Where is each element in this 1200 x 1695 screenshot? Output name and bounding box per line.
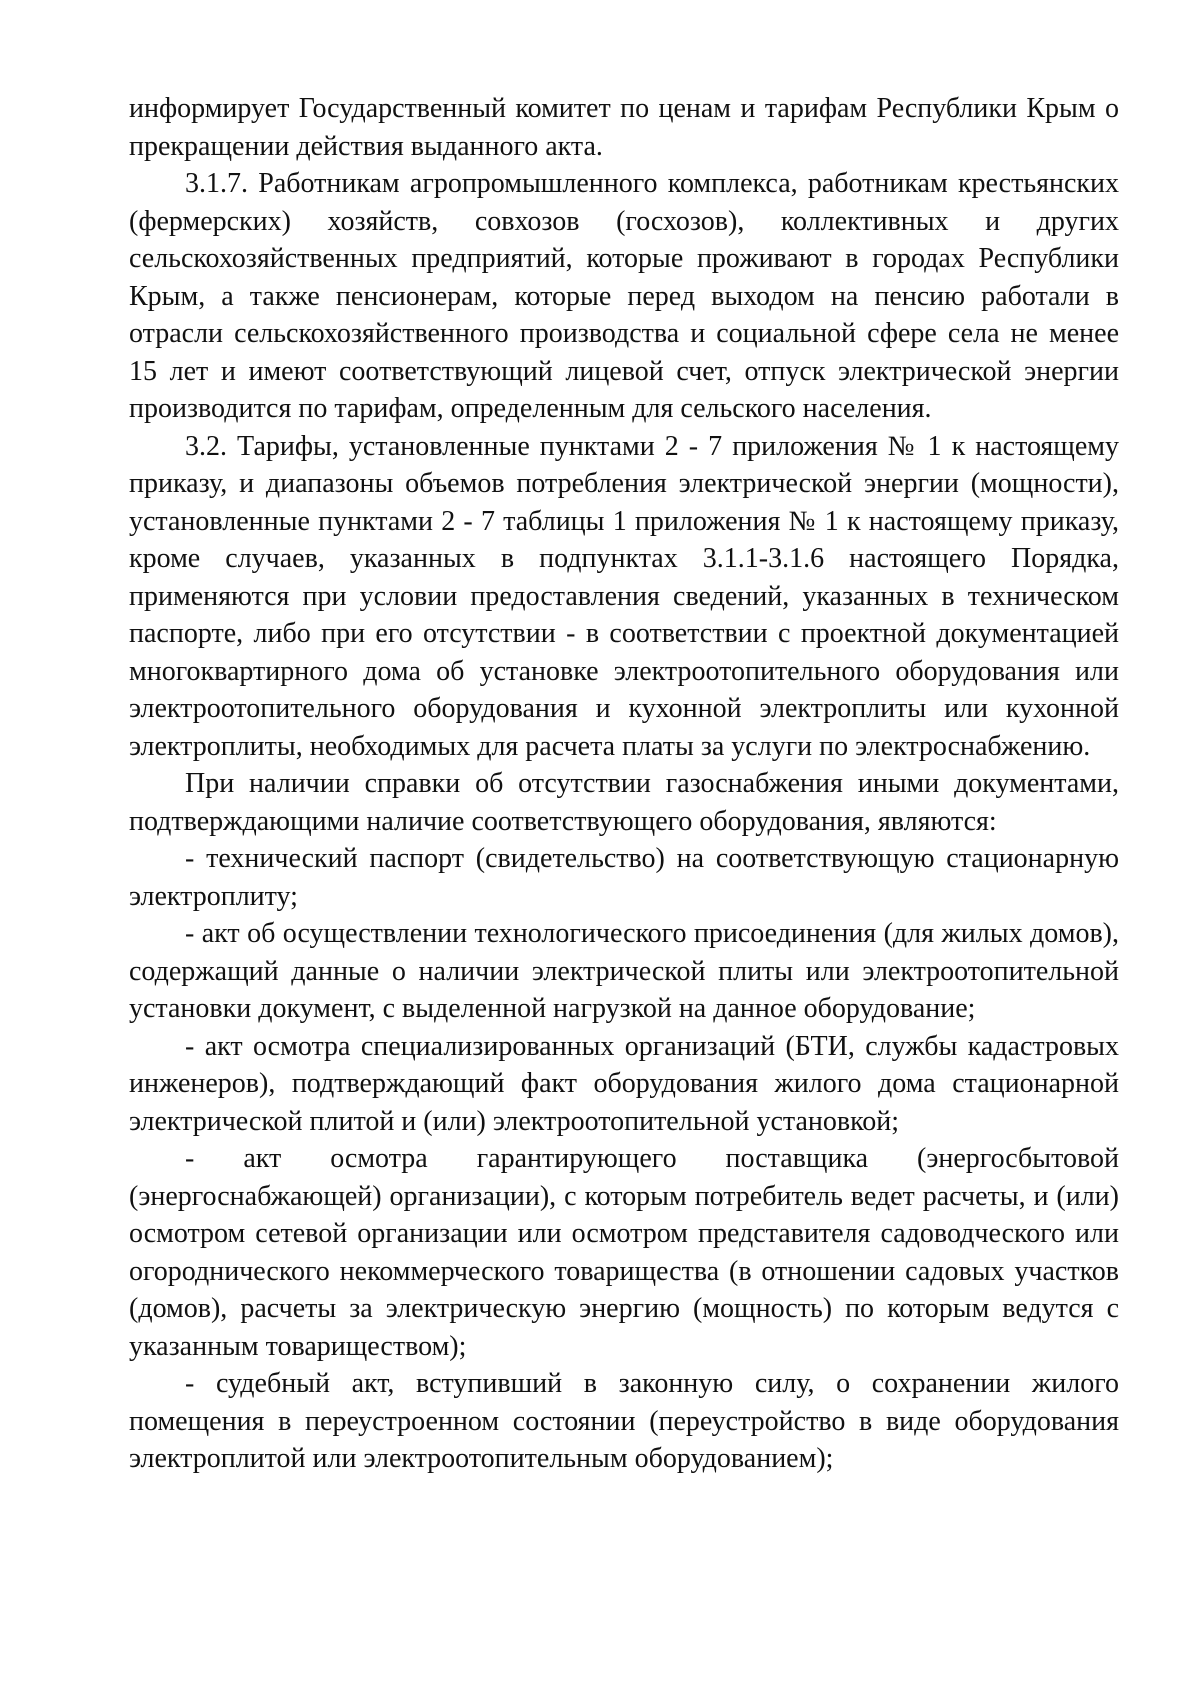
paragraph-gas-supply-documents: При наличии справки об отсутствии газоснабжения иными документами, подтверждающими наличие соответствующего оборудования, являются:	[129, 768, 1119, 837]
paragraph-3-1-7: 3.1.7. Работникам агропромышленного комплекса, работникам крестьянских (фермерских) хозяйств, совхозов (госхозов), коллективных и других сельскохозяйственных предприятий, которые проживают в городах Республики Крым, а также пенсионерам, которые перед выходом на пенсию работали в отрасли сельскохозяйственного производства и социальной сфере села не менее 15 лет и имеют соответствующий лицевой счет, отпуск электрической энергии производится по тарифам, определенным для сельского населения.	[129, 168, 1119, 424]
paragraph-3-2: 3.2. Тарифы, установленные пунктами 2 - 7 приложения № 1 к настоящему приказу, и диапазоны объемов потребления электрической энергии (мощности), установленные пунктами 2 - 7 таблицы 1 приложения № 1 к настоящему приказу, кроме случаев, указанных в подпунктах 3.1.1-3.1.6 настоящего Порядка, применяются при условии предоставления сведений, указанных в техническом паспорте, либо при его отсутствии - в соответствии с проектной документацией многоквартирного дома об установке электроотопительного оборудования или электроотопительного оборудования и кухонной электроплиты или кухонной электроплиты, необходимых для расчета платы за услуги по электроснабжению.	[129, 430, 1119, 762]
list-item-technological-connection-act: - акт об осуществлении технологического присоединения (для жилых домов), содержащий данные о наличии электрической плиты или электроотопительной установки документ, с выделенной нагрузкой на данное оборудование;	[129, 918, 1119, 1024]
paragraph-continuation: информирует Государственный комитет по ценам и тарифам Республики Крым о прекращении действия выданного акта.	[129, 93, 1119, 162]
list-item-technical-passport: - технический паспорт (свидетельство) на соответствующую стационарную электроплиту;	[129, 843, 1119, 912]
document-text-body	[129, 90, 1119, 1478]
list-item-court-act: - судебный акт, вступивший в законную силу, о сохранении жилого помещения в переустроенном состоянии (переустройство в виде оборудования электроплитой или электроотопительным оборудованием);	[129, 1368, 1119, 1474]
list-item-specialized-inspection-act: - акт осмотра специализированных организаций (БТИ, службы кадастровых инженеров), подтверждающий факт оборудования жилого дома стационарной электрической плитой и (или) электроотопительной установкой;	[129, 1030, 1119, 1137]
list-item-supplier-inspection-act: - акт осмотра гарантирующего поставщика (энергосбытовой (энергоснабжающей) организации), с которым потребитель ведет расчеты, и (или) осмотром сетевой организации или осмотром представителя садоводческого или огороднического некоммерческого товарищества (в отношении садовых участков (домов), расчеты за электрическую энергию (мощность) по которым ведутся с указанным товариществом);	[129, 1143, 1119, 1362]
